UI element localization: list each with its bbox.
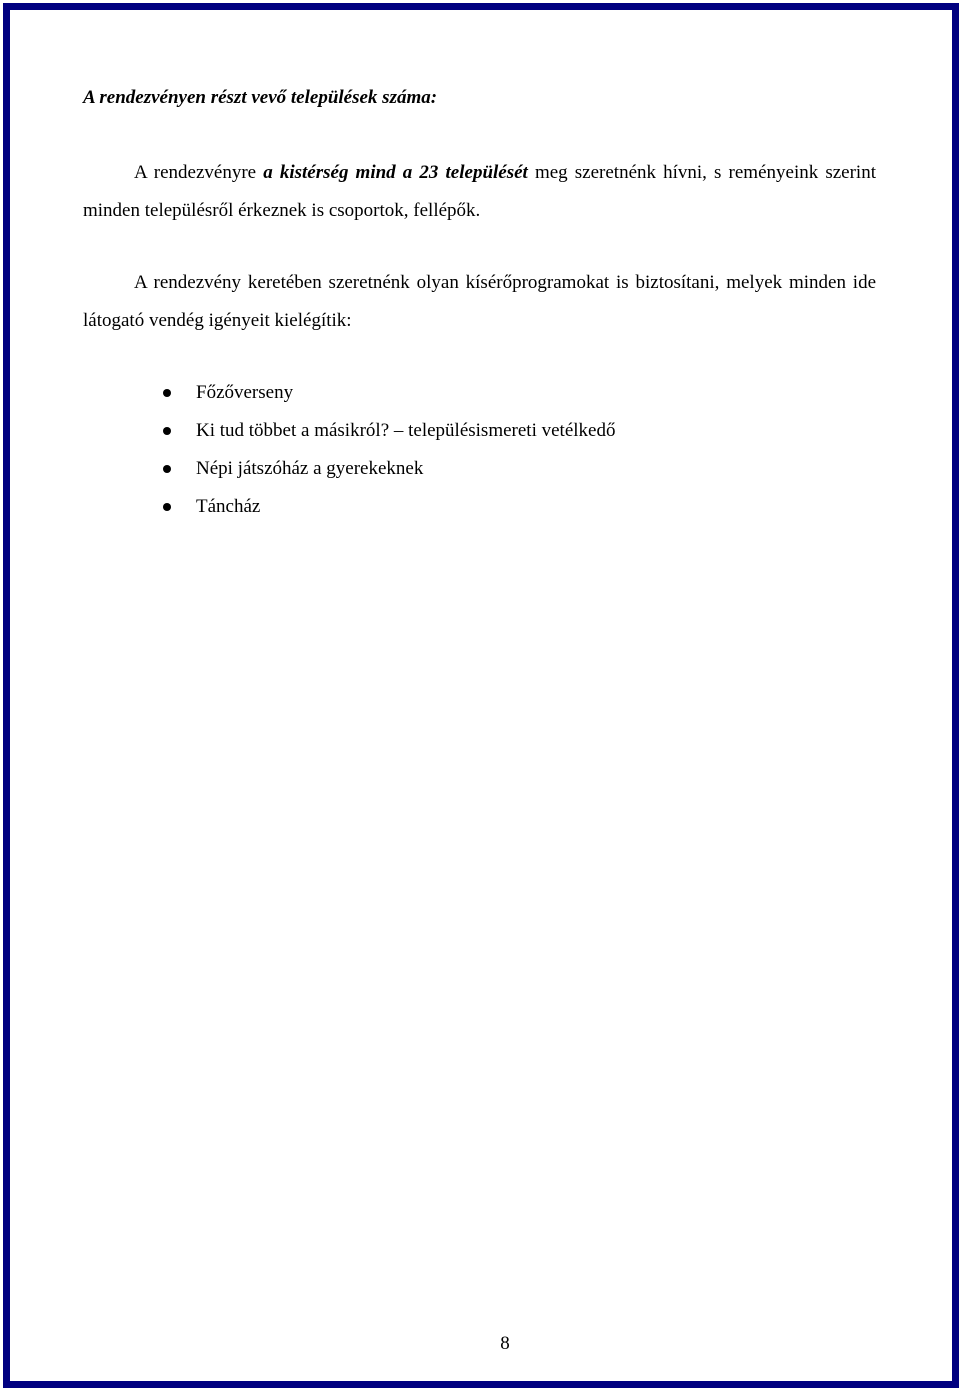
program-list [83,374,876,526]
paragraph-invitation-emphasis: a kistérség mind a 23 települését [263,162,528,183]
list-item-label: Főzőverseny [196,382,294,403]
paragraph-invitation-end: meg szeretnénk hívni, s reményeink szerint minden településről érkeznek is csoportok, fellépők. [83,162,876,221]
list-item [83,450,876,488]
section-heading: A rendezvényen részt vevő települések száma: [83,87,438,108]
bullet-icon [163,389,171,397]
list-item-label: Táncház [196,496,261,517]
list-item-label: Népi játszóház a gyerekeknek [196,458,424,479]
list-item [83,488,876,526]
paragraph-programs-intro: A rendezvény keretében szeretnénk olyan kísérőprogramokat is biztosítani, melyek minden ide látogató vendég igényeit kielégítik: [83,272,876,331]
document-body [83,84,876,526]
list-item [83,374,876,412]
bullet-icon [163,503,171,511]
paragraph-invitation [83,154,876,230]
bullet-icon [163,427,171,435]
page-number: 8 [500,1333,510,1354]
list-item-label: Ki tud többet a másikról? – településismereti vetélkedő [196,420,616,441]
list-item [83,412,876,450]
bullet-icon [163,465,171,473]
paragraph-invitation-start: A rendezvényre [134,162,264,183]
